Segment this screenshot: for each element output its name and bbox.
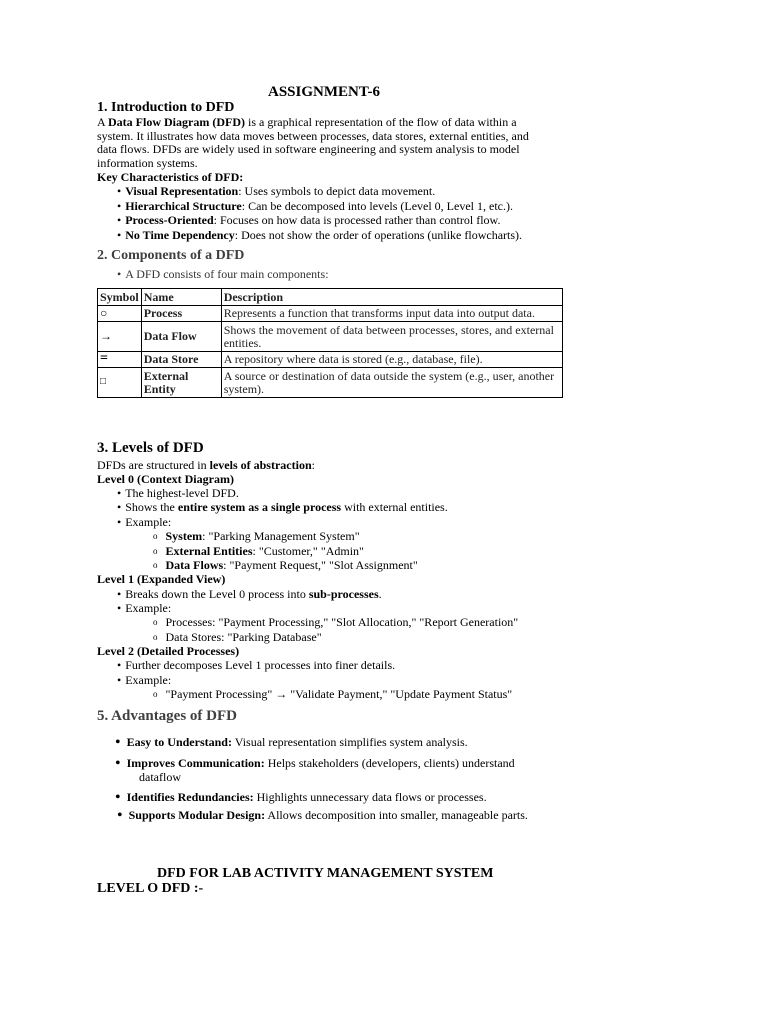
table-cell-name: Process (141, 306, 221, 322)
intro-text-a: A (97, 115, 109, 129)
level0-bullet-3: • Example: (117, 516, 171, 530)
table-header: Symbol (98, 289, 142, 306)
table-row (98, 352, 563, 368)
components-intro: • A DFD consists of four main components: (117, 268, 329, 282)
intro-heading: 1. Introduction to DFD (97, 100, 235, 115)
level0-sub-2: o External Entities: "Customer," "Admin" (153, 545, 364, 560)
table-cell-name: External Entity (141, 368, 221, 398)
levels-intro: DFDs are structured in levels of abstraction: (97, 458, 315, 472)
level0-sub-3: o Data Flows: "Payment Request," "Slot Assignment" (153, 559, 418, 574)
advantage-item: • Easy to Understand: Visual representation simplifies system analysis. (115, 735, 468, 750)
advantage-item-continued: dataflow (139, 770, 181, 784)
external-entity-symbol: □ (98, 368, 142, 398)
list-item: • Process-Oriented: Focuses on how data is processed rather than control flow. (117, 213, 522, 228)
level0-dfd-heading: LEVEL O DFD :- (97, 881, 204, 896)
characteristics-list (117, 184, 522, 242)
level0-heading: Level 0 (Context Diagram) (97, 472, 234, 486)
level2-heading: Level 2 (Detailed Processes) (97, 644, 240, 658)
advantage-item: • Improves Communication: Helps stakeholders (developers, clients) understand (115, 756, 515, 771)
intro-text-b: is a graphical representation of the flow of data within a system. It illustrates how data moves between processes, data stores, external entities, and data flows. DFDs are widely used in software engineering and system analysis to model information systems. (97, 115, 529, 170)
level2-bullet-2: • Example: (117, 674, 171, 688)
level2-bullet-1: • Further decomposes Level 1 processes into finer details. (117, 659, 395, 673)
dfd-section-title: DFD FOR LAB ACTIVITY MANAGEMENT SYSTEM (157, 866, 494, 881)
table-header: Description (221, 289, 562, 306)
list-item: • No Time Dependency: Does not show the order of operations (unlike flowcharts). (117, 228, 522, 243)
list-item: • Hierarchical Structure: Can be decomposed into levels (Level 0, Level 1, etc.). (117, 199, 522, 214)
characteristics-heading: Key Characteristics of DFD: (97, 170, 244, 184)
level1-bullet-1: • Breaks down the Level 0 process into sub-processes. (117, 588, 382, 602)
components-table (97, 288, 563, 398)
table-cell-desc: Shows the movement of data between processes, stores, and external entities. (221, 322, 562, 352)
table-cell-desc: Represents a function that transforms input data into output data. (221, 306, 562, 322)
levels-heading: 3. Levels of DFD (97, 440, 204, 456)
table-header: Name (141, 289, 221, 306)
level0-sub-1: o System: "Parking Management System" (153, 530, 360, 545)
document-title: ASSIGNMENT-6 (268, 84, 380, 100)
intro-text-bold: Data Flow Diagram (DFD) (108, 115, 245, 129)
table-row (98, 368, 563, 398)
level0-bullet-2: • Shows the entire system as a single process with external entities. (117, 501, 448, 515)
level1-sub-2: o Data Stores: "Parking Database" (153, 631, 322, 646)
table-header-row (98, 289, 563, 306)
table-cell-desc: A repository where data is stored (e.g., database, file). (221, 352, 562, 368)
table-row (98, 322, 563, 352)
table-cell-desc: A source or destination of data outside the system (e.g., user, another system). (221, 368, 562, 398)
advantage-item: • Identifies Redundancies: Highlights unnecessary data flows or processes. (115, 790, 487, 805)
data-store-symbol: = (98, 352, 142, 368)
level1-bullet-2: • Example: (117, 602, 171, 616)
intro-paragraph (97, 116, 547, 170)
data-flow-symbol: → (98, 322, 142, 352)
table-cell-name: Data Flow (141, 322, 221, 352)
level1-sub-1: o Processes: "Payment Processing," "Slot Allocation," "Report Generation" (153, 616, 518, 631)
table-row (98, 306, 563, 322)
components-heading: 2. Components of a DFD (97, 248, 245, 263)
advantages-heading: 5. Advantages of DFD (97, 708, 238, 724)
list-item: • Visual Representation: Uses symbols to depict data movement. (117, 184, 522, 199)
process-symbol: ○ (98, 306, 142, 322)
level0-bullet-1: • The highest-level DFD. (117, 487, 239, 501)
level2-sub-1: o "Payment Processing" → "Validate Payment," "Update Payment Status" (153, 688, 512, 703)
level1-heading: Level 1 (Expanded View) (97, 572, 226, 586)
advantage-item: • Supports Modular Design: Allows decomposition into smaller, manageable parts. (117, 808, 528, 823)
table-cell-name: Data Store (141, 352, 221, 368)
